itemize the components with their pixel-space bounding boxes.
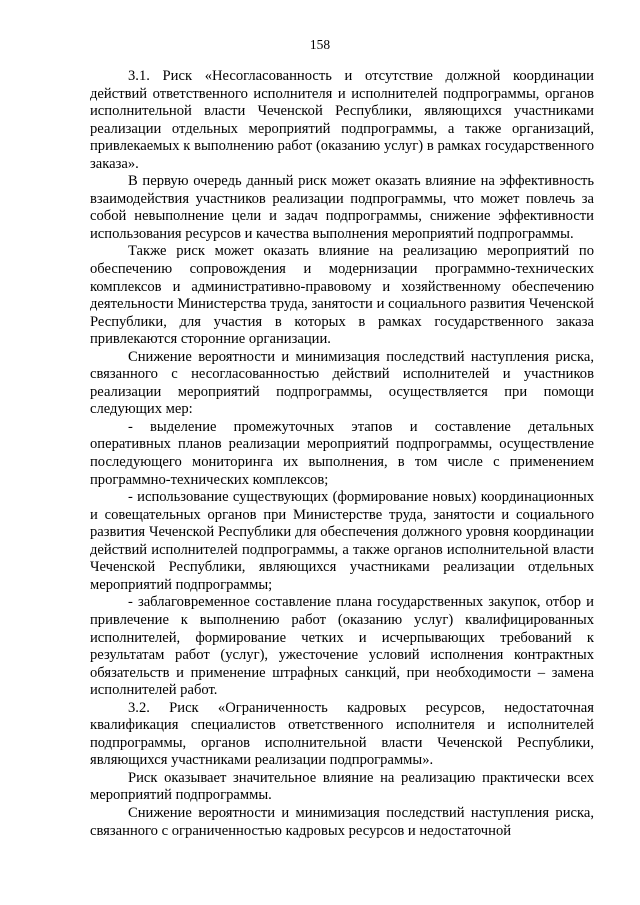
paragraph-risk-3-2-mitigation: Снижение вероятности и минимизация последствий наступления риска, связанного с ограниченностью кадровых ресурсов и недостаточной [90,804,594,839]
document-body [90,68,594,840]
list-item-intermediate-stages: - выделение промежуточных этапов и составление детальных оперативных планов реализации мероприятий подпрограммы, осуществление последующего мониторинга их выполнения, в том числе с применением программно-технических комплексов; [90,418,594,488]
paragraph-risk-impact: В первую очередь данный риск может оказать влияние на эффективность взаимодействия участников реализации подпрограммы, что может повлечь за собой невыполнение цели и задач подпрограммы, снижение эффективности использования ресурсов и качества выполнения мероприятий подпрограммы. [90,173,594,242]
paragraph-risk-3-2-impact: Риск оказывает значительное влияние на реализацию практически всех мероприятий подпрограммы. [90,769,594,804]
list-item-coordination-bodies: - использование существующих (формирование новых) координационных и совещательных органов при Министерстве труда, занятости и социального развития Чеченской Республики для обеспечения должного уровня координации действий исполнителей подпрограммы, а также органов исполнительной власти Чеченской Республики, являющихся участниками реализации отдельных мероприятий подпрограммы; [90,489,594,593]
paragraph-risk-additional-impact: Также риск может оказать влияние на реализацию мероприятий по обеспечению сопровождения и модернизации программно-технических комплексов и административно-правовому и хозяйственному обеспечению деятельности Министерства труда, занятости и социального развития Чеченской Республики, для участия в которых в рамках государственного заказа привлекаются сторонние организации. [90,243,594,348]
paragraph-mitigation-intro: Снижение вероятности и минимизация последствий наступления риска, связанного с несогласованностью действий исполнителей и участников реализации мероприятий подпрограммы, осуществляется при помощи следующих мер: [90,348,594,418]
page-number: 158 [309,37,331,52]
paragraph-risk-3-1-title: 3.1. Риск «Несогласованность и отсутствие должной координации действий ответственного исполнителя и исполнителей подпрограммы, органов исполнительной власти Чеченской Республики, являющихся участниками реализации отдельных мероприятий подпрограммы, а также организаций, привлекаемых к выполнению работ (оказанию услуг) в рамках государственного заказа». [90,68,594,172]
list-item-procurement-plan: - заблаговременное составление плана государственных закупок, отбор и привлечение к выполнению работ (оказанию услуг) квалифицированных исполнителей, формирование четких и исчерпывающих требований к результатам работ (услуг), ужесточение условий исполнения контрактных обязательств и применение штрафных санкций, при необходимости – замена исполнителей работ. [90,594,594,699]
paragraph-risk-3-2-title: 3.2. Риск «Ограниченность кадровых ресурсов, недостаточная квалификация специалистов ответственного исполнителя и исполнителей подпрограммы, органов исполнительной власти Чеченской Республики, являющихся участниками реализации подпрограммы». [90,699,594,769]
